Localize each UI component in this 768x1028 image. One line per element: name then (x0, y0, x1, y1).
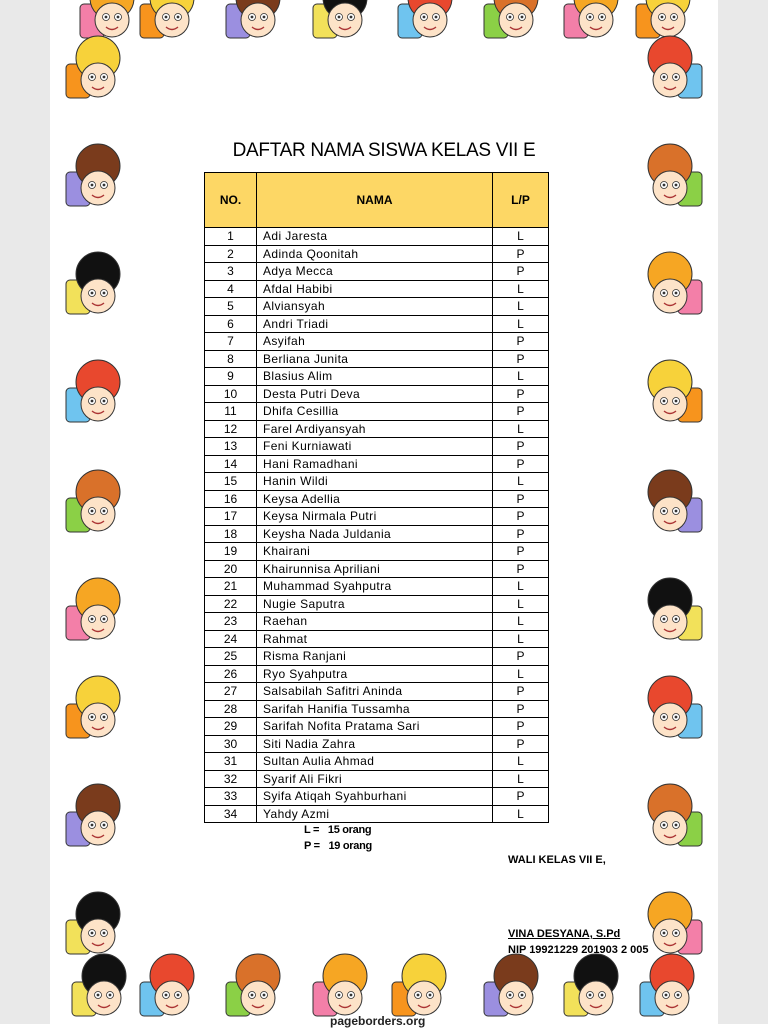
table-row (205, 280, 549, 298)
table-row (205, 438, 549, 456)
cell-no: 13 (205, 438, 257, 456)
cell-nama: Sarifah Nofita Pratama Sari (257, 718, 493, 736)
cell-no: 19 (205, 543, 257, 561)
cell-no: 4 (205, 280, 257, 298)
table-row (205, 245, 549, 263)
kid-face-icon (140, 0, 194, 38)
cell-nama: Rahmat (257, 630, 493, 648)
cell-lp: P (493, 438, 549, 456)
table-row (205, 630, 549, 648)
kid-face-icon (313, 0, 367, 38)
table-row (205, 315, 549, 333)
table-row (205, 368, 549, 386)
cell-lp: L (493, 630, 549, 648)
cell-nama: Yahdy Azmi (257, 805, 493, 823)
summary-p-label: P = (304, 840, 320, 852)
table-row (205, 333, 549, 351)
cell-nama: Keysha Nada Juldania (257, 525, 493, 543)
cell-lp: P (493, 508, 549, 526)
cell-no: 14 (205, 455, 257, 473)
teacher-name: VINA DESYANA, S.Pd (508, 928, 621, 940)
kid-face-icon (640, 954, 694, 1016)
kid-face-icon (648, 578, 702, 640)
kid-face-icon (564, 0, 618, 38)
cell-no: 12 (205, 420, 257, 438)
cell-nama: Syarif Ali Fikri (257, 770, 493, 788)
table-row (205, 560, 549, 578)
cell-nama: Desta Putri Deva (257, 385, 493, 403)
cell-lp: P (493, 403, 549, 421)
kid-face-icon (648, 36, 702, 98)
table-row (205, 595, 549, 613)
cell-lp: L (493, 613, 549, 631)
cell-nama: Sarifah Hanifia Tussamha (257, 700, 493, 718)
cell-lp: L (493, 578, 549, 596)
kid-face-icon (72, 954, 126, 1016)
cell-nama: Adi Jaresta (257, 228, 493, 246)
cell-no: 34 (205, 805, 257, 823)
cell-no: 23 (205, 613, 257, 631)
cell-nama: Khairani (257, 543, 493, 561)
cell-lp: L (493, 420, 549, 438)
cell-no: 32 (205, 770, 257, 788)
cell-no: 20 (205, 560, 257, 578)
table-header-row (205, 173, 549, 228)
summary-p (304, 840, 372, 852)
kid-face-icon (66, 36, 120, 98)
kid-face-icon (484, 954, 538, 1016)
cell-lp: P (493, 455, 549, 473)
cell-nama: Hani Ramadhani (257, 455, 493, 473)
cell-no: 30 (205, 735, 257, 753)
cell-no: 5 (205, 298, 257, 316)
header-no: NO. (205, 173, 257, 228)
table-row (205, 228, 549, 246)
header-nama: NAMA (257, 173, 493, 228)
teacher-nip: NIP 19921229 201903 2 005 (508, 944, 649, 956)
table-row (205, 578, 549, 596)
cell-lp: L (493, 770, 549, 788)
cell-lp: L (493, 805, 549, 823)
kid-face-icon (140, 954, 194, 1016)
table-row (205, 613, 549, 631)
cell-no: 11 (205, 403, 257, 421)
cell-no: 28 (205, 700, 257, 718)
cell-no: 3 (205, 263, 257, 281)
cell-nama: Risma Ranjani (257, 648, 493, 666)
cell-nama: Dhifa Cesillia (257, 403, 493, 421)
kid-face-icon (66, 578, 120, 640)
table-row (205, 490, 549, 508)
student-table (204, 172, 549, 823)
cell-nama: Afdal Habibi (257, 280, 493, 298)
cell-no: 22 (205, 595, 257, 613)
cell-no: 16 (205, 490, 257, 508)
cell-nama: Syifa Atiqah Syahburhani (257, 788, 493, 806)
cell-nama: Ryo Syahputra (257, 665, 493, 683)
cell-nama: Adya Mecca (257, 263, 493, 281)
cell-lp: P (493, 490, 549, 508)
table-row (205, 420, 549, 438)
document-title: DAFTAR NAMA SISWA KELAS VII E (232, 140, 536, 161)
table-body (205, 228, 549, 823)
kid-face-icon (66, 470, 120, 532)
table-row (205, 263, 549, 281)
cell-lp: L (493, 595, 549, 613)
table-row (205, 718, 549, 736)
summary-l (304, 824, 371, 836)
table-row (205, 788, 549, 806)
table-row (205, 753, 549, 771)
cell-lp: P (493, 385, 549, 403)
cell-lp: L (493, 298, 549, 316)
cell-lp: P (493, 333, 549, 351)
table-row (205, 298, 549, 316)
cell-lp: P (493, 735, 549, 753)
wali-kelas-label: WALI KELAS VII E, (508, 854, 606, 866)
cell-lp: P (493, 700, 549, 718)
table-row (205, 350, 549, 368)
table-row (205, 665, 549, 683)
table-row (205, 805, 549, 823)
cell-nama: Khairunnisa Apriliani (257, 560, 493, 578)
cell-lp: L (493, 280, 549, 298)
kid-face-icon (484, 0, 538, 38)
kid-face-icon (648, 252, 702, 314)
kid-face-icon (648, 784, 702, 846)
kid-face-icon (66, 252, 120, 314)
cell-no: 2 (205, 245, 257, 263)
cell-lp: P (493, 718, 549, 736)
cell-nama: Keysa Adellia (257, 490, 493, 508)
summary-l-value: 15 orang (327, 824, 372, 836)
cell-lp: P (493, 683, 549, 701)
cell-nama: Asyifah (257, 333, 493, 351)
table-row (205, 455, 549, 473)
cell-no: 8 (205, 350, 257, 368)
cell-nama: Raehan (257, 613, 493, 631)
kid-face-icon (392, 954, 446, 1016)
table-row (205, 385, 549, 403)
kid-face-icon (226, 954, 280, 1016)
cell-nama: Nugie Saputra (257, 595, 493, 613)
cell-no: 6 (205, 315, 257, 333)
cell-no: 9 (205, 368, 257, 386)
kid-face-icon (564, 954, 618, 1016)
cell-lp: P (493, 543, 549, 561)
cell-lp: P (493, 350, 549, 368)
cell-no: 31 (205, 753, 257, 771)
kid-face-icon (80, 0, 134, 38)
kid-face-icon (398, 0, 452, 38)
kid-face-icon (648, 360, 702, 422)
kid-face-icon (66, 784, 120, 846)
cell-no: 26 (205, 665, 257, 683)
cell-no: 25 (205, 648, 257, 666)
cell-no: 33 (205, 788, 257, 806)
table-row (205, 525, 549, 543)
cell-lp: P (493, 525, 549, 543)
cell-nama: Salsabilah Safitri Aninda (257, 683, 493, 701)
header-lp: L/P (493, 173, 549, 228)
cell-nama: Blasius Alim (257, 368, 493, 386)
cell-nama: Farel Ardiyansyah (257, 420, 493, 438)
watermark: pageborders.org (330, 1014, 426, 1028)
table-row (205, 473, 549, 491)
kid-face-icon (66, 360, 120, 422)
cell-nama: Andri Triadi (257, 315, 493, 333)
kid-face-icon (636, 0, 690, 38)
cell-nama: Adinda Qoonitah (257, 245, 493, 263)
kid-face-icon (313, 954, 367, 1016)
cell-nama: Feni Kurniawati (257, 438, 493, 456)
cell-lp: L (493, 753, 549, 771)
cell-no: 1 (205, 228, 257, 246)
cell-nama: Alviansyah (257, 298, 493, 316)
table-row (205, 508, 549, 526)
cell-lp: P (493, 560, 549, 578)
cell-no: 21 (205, 578, 257, 596)
cell-lp: L (493, 315, 549, 333)
cell-nama: Sultan Aulia Ahmad (257, 753, 493, 771)
cell-no: 17 (205, 508, 257, 526)
cell-no: 29 (205, 718, 257, 736)
cell-nama: Muhammad Syahputra (257, 578, 493, 596)
summary-l-label: L = (304, 824, 320, 836)
cell-nama: Keysa Nirmala Putri (257, 508, 493, 526)
cell-lp: P (493, 648, 549, 666)
table-row (205, 735, 549, 753)
cell-no: 27 (205, 683, 257, 701)
cell-no: 7 (205, 333, 257, 351)
cell-lp: P (493, 245, 549, 263)
cell-nama: Siti Nadia Zahra (257, 735, 493, 753)
cell-lp: L (493, 228, 549, 246)
cell-no: 10 (205, 385, 257, 403)
cell-no: 15 (205, 473, 257, 491)
kid-face-icon (226, 0, 280, 38)
cell-lp: P (493, 263, 549, 281)
cell-lp: L (493, 665, 549, 683)
kid-face-icon (648, 470, 702, 532)
summary-p-value: 19 orang (328, 840, 372, 852)
cell-lp: P (493, 788, 549, 806)
kid-face-icon (66, 892, 120, 954)
table-row (205, 683, 549, 701)
cell-nama: Hanin Wildi (257, 473, 493, 491)
cell-nama: Berliana Junita (257, 350, 493, 368)
table-row (205, 648, 549, 666)
cell-lp: L (493, 368, 549, 386)
table-row (205, 700, 549, 718)
kid-face-icon (648, 676, 702, 738)
table-row (205, 543, 549, 561)
cell-lp: L (493, 473, 549, 491)
cell-no: 18 (205, 525, 257, 543)
cell-no: 24 (205, 630, 257, 648)
kid-face-icon (648, 892, 702, 954)
kid-face-icon (66, 676, 120, 738)
table-row (205, 770, 549, 788)
table-row (205, 403, 549, 421)
